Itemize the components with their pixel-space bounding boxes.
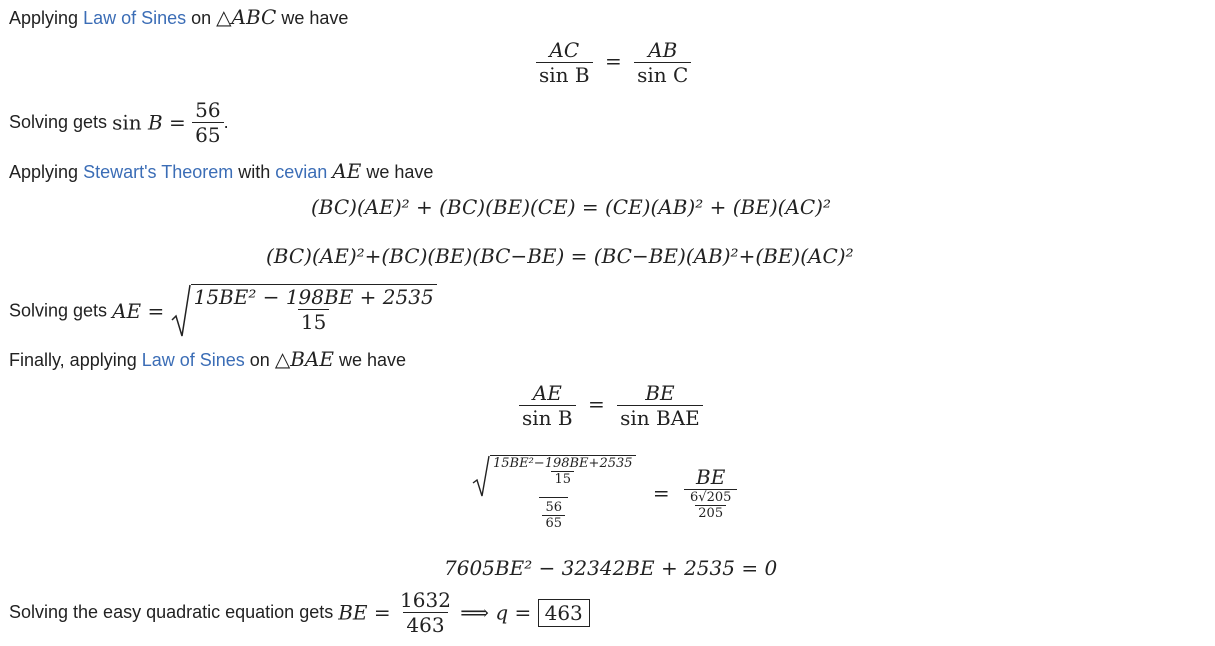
text: Solving gets [9, 300, 113, 321]
text-line-stewarts-theorem [9, 159, 433, 183]
text: Applying [9, 162, 84, 182]
triangle-name: BAE [290, 347, 334, 371]
triangle-symbol: △ [216, 5, 232, 29]
radical-sign-icon [472, 455, 490, 497]
text: we have [361, 162, 434, 182]
variable: AE [112, 299, 142, 323]
numerator: BE [645, 381, 675, 405]
text-line-final-answer [9, 588, 590, 637]
stewarts-theorem-link[interactable]: Stewart's Theorem [83, 162, 234, 182]
compound-denominator [684, 489, 737, 521]
fraction [687, 490, 734, 521]
law-of-sines-link[interactable]: Law of Sines [141, 350, 245, 370]
text: on [244, 350, 275, 370]
equals-sign: = [604, 49, 622, 73]
fraction [634, 38, 691, 87]
square-root [171, 284, 437, 338]
denominator: sin BAE [617, 405, 703, 430]
fraction [192, 98, 223, 147]
implies-arrow: ⟹ [453, 600, 496, 625]
numerator: AB [648, 38, 678, 62]
denominator: 65 [542, 515, 565, 531]
denominator: 205 [695, 505, 726, 521]
equation-stewart-substituted: (BC)(AE)²+(BC)(BE)(BC−BE) = (BC−BE)(AB)²+(BE)(AC)² [266, 244, 854, 268]
fraction [617, 381, 703, 430]
numerator: AE [532, 381, 562, 405]
boxed-answer: 463 [538, 599, 590, 627]
text-line-law-of-sines-bae [9, 347, 406, 371]
equals-sign: = [508, 600, 538, 625]
text-line-ae-solution [9, 284, 437, 338]
text: Finally, applying [9, 350, 142, 370]
fraction [397, 588, 454, 637]
radical-sign-icon [171, 284, 191, 338]
text-line-law-of-sines-abc [9, 5, 348, 29]
compound-fraction [684, 465, 737, 521]
denominator: sin C [634, 62, 691, 87]
numerator: 6√205 [690, 490, 732, 505]
text: Applying [9, 8, 84, 28]
equals-sign: = [367, 600, 398, 625]
text-line-sin-b [9, 98, 229, 147]
numerator: 56 [195, 98, 221, 122]
numerator: 15BE² − 198BE + 2535 [193, 285, 434, 309]
equals-sign: = [162, 110, 193, 135]
variable: B [147, 110, 163, 135]
compound-denominator [539, 497, 568, 531]
denominator: 15 [551, 471, 574, 487]
equals-sign: = [587, 392, 605, 416]
denominator: sin B [519, 405, 576, 430]
denominator: sin B [536, 62, 593, 87]
denominator: 463 [403, 612, 447, 637]
triangle-symbol: △ [274, 347, 291, 371]
equation-law-of-sines-abc [536, 38, 691, 87]
equals-sign: = [652, 481, 670, 505]
cevian-link[interactable]: cevian [275, 162, 328, 182]
text: with [233, 162, 276, 182]
fraction [191, 284, 437, 338]
triangle-name: ABC [231, 5, 277, 29]
law-of-sines-link[interactable]: Law of Sines [83, 8, 187, 28]
numerator: AC [549, 38, 580, 62]
denominator: 65 [192, 122, 223, 147]
text: on [186, 8, 217, 28]
variable-q: q [495, 600, 509, 625]
fraction [542, 500, 565, 531]
equals-sign: = [141, 299, 171, 323]
period: . [223, 112, 229, 132]
fraction [519, 381, 576, 430]
text: Solving gets [9, 112, 113, 132]
numerator: 1632 [400, 588, 451, 612]
variable: AE [332, 159, 362, 183]
compound-fraction [469, 455, 639, 531]
equation-quadratic: 7605BE² − 32342BE + 2535 = 0 [444, 556, 778, 580]
equation-stewart-general: (BC)(AE)² + (BC)(BE)(CE) = (CE)(AB)² + (BE)(AC)² [311, 195, 831, 219]
compound-numerator [469, 455, 639, 497]
variable: BE [338, 600, 368, 625]
denominator: 15 [298, 309, 329, 334]
equation-substituted-ratio [469, 455, 737, 531]
fraction [490, 455, 636, 497]
equation-law-of-sines-bae [519, 381, 703, 430]
fraction [536, 38, 593, 87]
text: Solving the easy quadratic equation gets [9, 602, 339, 622]
numerator: BE [696, 465, 726, 489]
text: we have [333, 350, 407, 370]
numerator: 56 [545, 500, 563, 515]
sin-function: sin [112, 110, 148, 135]
text: we have [276, 8, 349, 28]
numerator: 15BE²−198BE+2535 [493, 456, 633, 471]
